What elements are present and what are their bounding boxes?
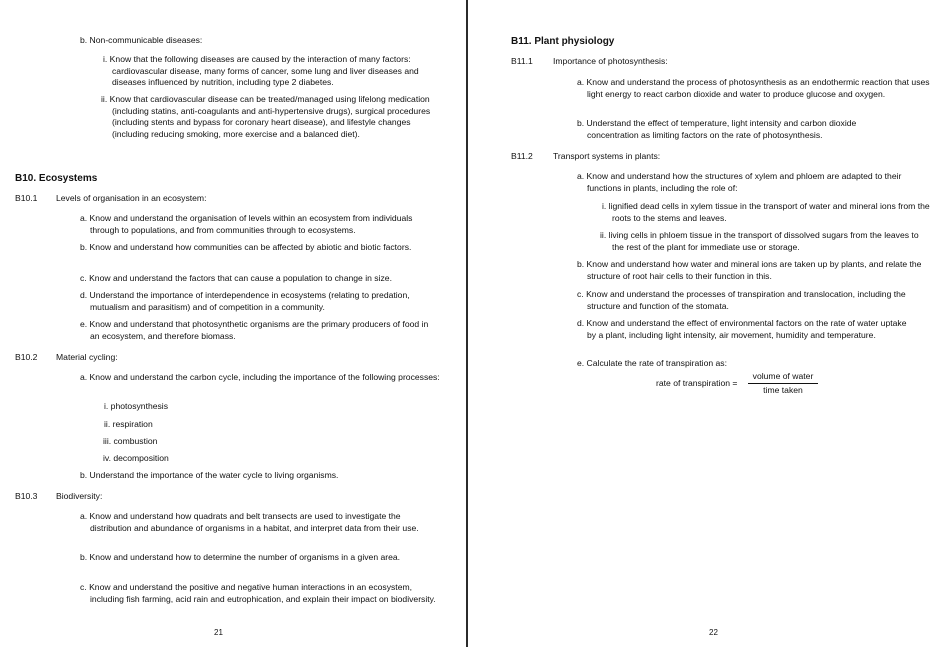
formula-denominator: time taken <box>763 385 803 395</box>
b10-1-item-e: e. Know and understand that photosynthetic organisms are the primary producers of food in an ecosystem, and therefore biomass. <box>80 319 429 341</box>
b10-2-sub-iv: iv. decomposition <box>103 453 169 463</box>
list-item-b-ii: ii. Know that cardiovascular disease can be treated/managed using lifelong medication (including statins, anti-coagulants and anti-hypertensive drugs), surgical procedures (including stents and bypass for coronary heart disease), and lifestyle changes (including reducing smoking, more exercise and a balanced diet). <box>101 94 431 139</box>
b10-3-item-b: b. Know and understand how to determine the number of organisms in a given area. <box>80 552 401 562</box>
right-page <box>468 0 941 647</box>
b10-1-item-b: b. Know and understand how communities can be affected by abiotic and biotic factors. <box>80 242 412 252</box>
b10-3-item-a: a. Know and understand how quadrats and belt transects are used to investigate the distribution and abundance of organisms in a habitat, and interpret data from their use. <box>80 511 419 533</box>
b11-2-sub-a-i: i. lignified dead cells in xylem tissue in the transport of water and mineral ions from the roots to the stems and leaves. <box>602 201 930 223</box>
b11-2-item-e: e. Calculate the rate of transpiration as: <box>577 358 727 368</box>
b10-3-code: B10.3 <box>15 491 38 501</box>
b10-1-title: Levels of organisation in an ecosystem: <box>56 193 207 203</box>
b10-2-sub-iii: iii. combustion <box>103 436 158 446</box>
b11-2-item-a: a. Know and understand how the structures of xylem and phloem are adapted to their functions in plants, including the role of: <box>577 171 902 193</box>
list-item-b-i: i. Know that the following diseases are caused by the interaction of many factors: cardiovascular disease, many forms of cancer, some lung and liver diseases and diseases influenced by nutrition, including type 2 diabetes. <box>103 54 419 88</box>
b11-2-item-c: c. Know and understand the processes of transpiration and translocation, including the structure and function of the stomata. <box>577 289 906 311</box>
formula-fraction <box>748 371 818 396</box>
b10-2-sub-ii: ii. respiration <box>104 419 153 429</box>
b11-1-item-b: b. Understand the effect of temperature, light intensity and carbon dioxide concentration as limiting factors on the rate of photosynthesis. <box>577 118 857 140</box>
noncommunicable-heading: b. Non-communicable diseases: <box>80 35 203 45</box>
b10-1-item-d: d. Understand the importance of interdependence in ecosystems (relating to predation, mutualism and parasitism) and of competition in a community. <box>80 290 410 312</box>
b10-1-item-a: a. Know and understand the organisation of levels within an ecosystem from individuals through to populations, and from communities through to ecosystems. <box>80 213 413 235</box>
left-page <box>0 0 466 647</box>
b11-1-item-a: a. Know and understand the process of photosynthesis as an endothermic reaction that uses light energy to react carbon dioxide and water to produce glucose and oxygen. <box>577 77 930 99</box>
b11-2-item-d: d. Know and understand the effect of environmental factors on the rate of water uptake by a plant, including light intensity, air movement, humidity and temperature. <box>577 318 907 340</box>
b10-3-title: Biodiversity: <box>56 491 103 501</box>
b11-2-code: B11.2 <box>511 151 533 161</box>
formula-lhs: rate of transpiration = <box>656 378 738 388</box>
b10-2-item-b: b. Understand the importance of the water cycle to living organisms. <box>80 470 339 480</box>
b11-2-sub-a-ii: ii. living cells in phloem tissue in the transport of dissolved sugars from the leaves to the rest of the plant for immediate use or storage. <box>600 230 919 252</box>
b11-1-title: Importance of photosynthesis: <box>553 56 668 66</box>
section-title-b11: B11. Plant physiology <box>511 36 615 47</box>
b11-1-code: B11.1 <box>511 56 533 66</box>
b10-2-code: B10.2 <box>15 352 38 362</box>
b11-2-item-b: b. Know and understand how water and mineral ions are taken up by plants, and relate the structure of root hair cells to their function in this. <box>577 259 922 281</box>
page-number-right: 22 <box>709 628 718 637</box>
page-number-left: 21 <box>214 628 223 637</box>
b10-1-item-c: c. Know and understand the factors that can cause a population to change in size. <box>80 273 392 283</box>
section-title-b10: B10. Ecosystems <box>15 173 98 184</box>
formula-numerator: volume of water <box>748 371 818 384</box>
b10-3-item-c: c. Know and understand the positive and negative human interactions in an ecosystem, including fish farming, acid rain and eutrophication, and explain their impact on biodiversity. <box>80 582 436 604</box>
b10-2-item-a: a. Know and understand the carbon cycle, including the importance of the following processes: <box>80 372 440 382</box>
b10-1-code: B10.1 <box>15 193 38 203</box>
b10-2-sub-i: i. photosynthesis <box>104 401 169 411</box>
b10-2-title: Material cycling: <box>56 352 118 362</box>
b11-2-title: Transport systems in plants: <box>553 151 661 161</box>
